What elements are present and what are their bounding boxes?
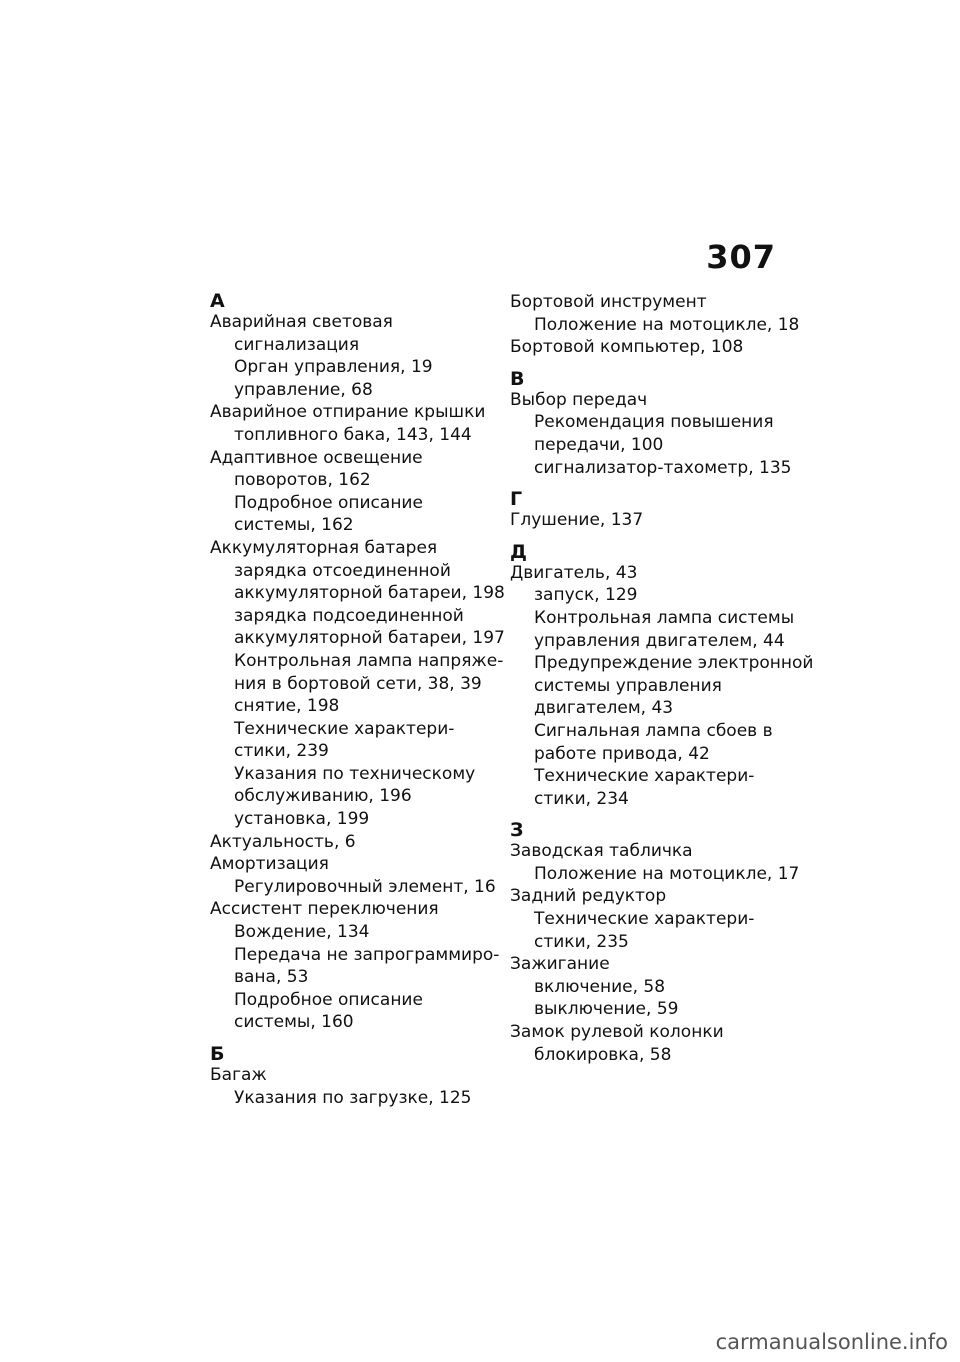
- page-number: 307: [706, 238, 776, 276]
- index-subentry: управление, 68: [234, 379, 373, 400]
- index-section: [510, 489, 790, 532]
- index-entry: Задний редуктор: [510, 886, 667, 907]
- index-subentry: Передача не запрограммиро-: [234, 944, 500, 965]
- index-subentry: Технические характери-: [534, 909, 755, 930]
- index-subentry: поворотов, 162: [234, 470, 371, 491]
- index-entry: Багаж: [210, 1065, 267, 1085]
- index-section: [510, 369, 790, 479]
- index-subentry: установка, 199: [234, 809, 370, 830]
- section-letter: А: [210, 290, 225, 312]
- index-subentry: Контрольная лампа системы: [534, 607, 795, 628]
- index-entry: Актуальность, 6: [210, 831, 356, 852]
- index-entry: Амортизация: [210, 854, 329, 875]
- index-subentry: Положение на мотоцикле, 17: [534, 863, 800, 884]
- index-section: [510, 540, 814, 811]
- index-subentry: двигателем, 43: [534, 698, 674, 719]
- index-subentry: сигнализатор-тахометр, 135: [534, 457, 792, 478]
- index-subentry: Технические характери-: [234, 718, 455, 739]
- index-entry: Замок рулевой колонки: [510, 1022, 724, 1043]
- index-subentry: Указания по загрузке, 125: [234, 1087, 472, 1108]
- index-entry: Адаптивное освещение: [210, 447, 423, 468]
- index-entry: Двигатель, 43: [510, 562, 638, 583]
- section-letter: В: [510, 367, 525, 390]
- index-subentry: Технические характери-: [534, 766, 755, 787]
- index-subentry: аккумуляторной батареи, 198: [234, 583, 505, 604]
- index-entry: Аварийная световая: [210, 312, 393, 332]
- index-column-left: [210, 290, 505, 1109]
- index-subentry: стики, 235: [534, 931, 629, 952]
- index-subentry: включение, 58: [534, 976, 666, 997]
- index-subentry: Предупреждение электронной: [534, 653, 814, 674]
- index-entry: Зажигание: [510, 954, 610, 975]
- index-subentry: стики, 234: [534, 788, 629, 809]
- index-subentry: Положение на мотоцикле, 18: [534, 314, 800, 335]
- section-letter: Д: [510, 540, 527, 563]
- index-entry: Аварийное отпирание крышки: [210, 402, 486, 423]
- index-subentry: передачи, 100: [534, 434, 664, 455]
- section-letter: Г: [510, 488, 523, 511]
- index-subentry: Сигнальная лампа сбоев в: [534, 720, 773, 741]
- index-section: [210, 1044, 490, 1109]
- watermark: carmanualsonline.info: [715, 1330, 948, 1354]
- index-entry: Выбор передач: [510, 389, 648, 410]
- index-entry: Заводская табличка: [510, 841, 693, 862]
- index-subentry: системы управления: [534, 675, 722, 696]
- index-subentry: блокировка, 58: [534, 1044, 672, 1065]
- index-entry: Аккумуляторная батарея: [210, 537, 438, 558]
- index-section: [510, 291, 800, 359]
- index-subentry: запуск, 129: [534, 585, 638, 606]
- section-letter: Б: [210, 1043, 225, 1065]
- index-subentry: управления двигателем, 44: [534, 630, 785, 651]
- index-subentry: снятие, 198: [234, 696, 340, 717]
- index-section: [510, 819, 800, 1066]
- section-letter: З: [510, 819, 524, 842]
- index-subentry: зарядка отсоединенной: [234, 560, 451, 581]
- index-subentry: Орган управления, 19: [234, 357, 433, 378]
- index-subentry: Подробное описание: [234, 492, 423, 513]
- index-subentry: Вождение, 134: [234, 922, 370, 943]
- index-column-right: [510, 291, 814, 1066]
- index-subentry: Подробное описание: [234, 989, 423, 1010]
- index-subentry: системы, 162: [234, 515, 354, 536]
- index-subentry: стики, 239: [234, 741, 329, 762]
- index-section: [210, 290, 505, 1034]
- index-subentry: Регулировочный элемент, 16: [234, 876, 496, 897]
- index-subentry: Указания по техническому: [234, 763, 476, 784]
- index-subentry: Контрольная лампа напряже-: [234, 650, 504, 671]
- index-subentry: Рекомендация повышения: [534, 412, 774, 433]
- index-subentry: системы, 160: [234, 1012, 354, 1033]
- index-entry: Бортовой инструмент: [510, 292, 707, 312]
- index-subentry: обслуживанию, 196: [234, 786, 412, 807]
- index-subentry: работе привода, 42: [534, 743, 710, 764]
- index-subentry: сигнализация: [234, 334, 360, 355]
- index-subentry: зарядка подсоединенной: [234, 605, 464, 626]
- index-entry: Глушение, 137: [510, 510, 644, 531]
- index-subentry: вана, 53: [234, 967, 309, 988]
- index-subentry: выключение, 59: [534, 999, 679, 1020]
- index-subentry: топливного бака, 143, 144: [234, 424, 472, 445]
- index-entry: Бортовой компьютер, 108: [510, 337, 744, 358]
- index-entry: Ассистент переключения: [210, 899, 439, 920]
- index-subentry: ния в бортовой сети, 38, 39: [234, 673, 482, 694]
- index-subentry: аккумуляторной батареи, 197: [234, 628, 505, 649]
